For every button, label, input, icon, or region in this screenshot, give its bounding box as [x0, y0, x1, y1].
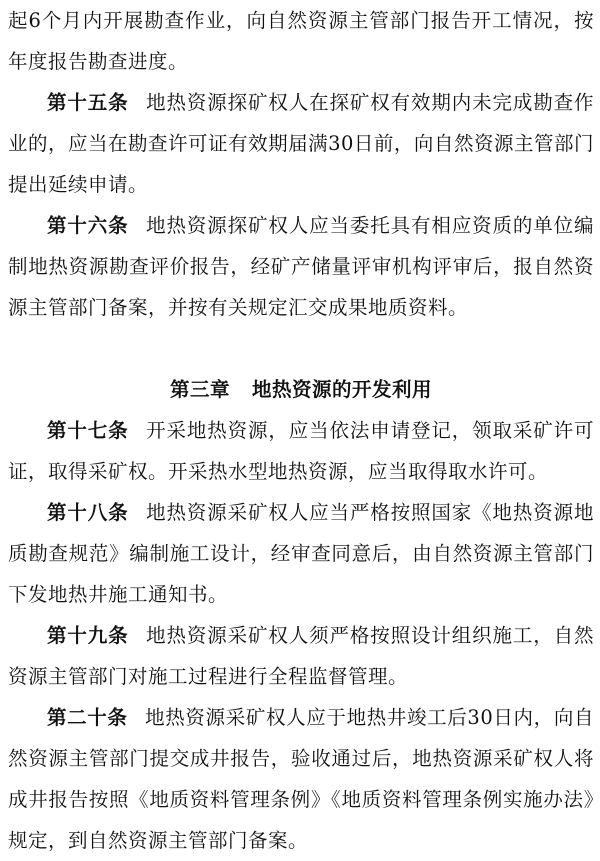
article-17-label: 第十七条 — [47, 419, 129, 442]
article-15-text: 地热资源探矿权人在探矿权有效期内未完成勘查作业的，应当在勘查许可证有效期届满30日前，向自然资源主管部门提出延续申请。 — [8, 91, 594, 196]
article-18 — [8, 492, 594, 615]
document-page — [8, 0, 594, 861]
article-18-text: 地热资源采矿权人应当严格按照国家《地热资源地质勘查规范》编制施工设计，经审查同意后，由自然资源主管部门下发地热井施工通知书。 — [8, 501, 594, 606]
article-20-text: 地热资源采矿权人应于地热井竣工后30日内，向自然资源主管部门提交成井报告，验收通过后，地热资源采矿权人将成井报告按照《地质资料管理条例》《地质资料管理条例实施办法》规定，到自然资源主管部门备案。 — [8, 706, 594, 852]
article-19 — [8, 615, 594, 697]
blank-line — [8, 328, 594, 369]
article-17 — [8, 410, 594, 492]
article-17-text: 开采地热资源，应当依法申请登记，领取采矿许可证，取得采矿权。开采热水型地热资源，应当取得取水许可。 — [8, 419, 594, 483]
article-16-label: 第十六条 — [47, 214, 129, 237]
article-16-text: 地热资源探矿权人应当委托具有相应资质的单位编制地热资源勘查评价报告，经矿产储量评审机构评审后，报自然资源主管部门备案，并按有关规定汇交成果地质资料。 — [8, 214, 594, 319]
article-15 — [8, 82, 594, 205]
chapter-number: 第三章 — [170, 378, 231, 401]
article-19-label: 第十九条 — [47, 624, 129, 647]
intro-paragraph: 起6个月内开展勘查作业，向自然资源主管部门报告开工情况，按年度报告勘查进度。 — [8, 9, 594, 73]
article-20 — [8, 697, 594, 861]
article-15-label: 第十五条 — [47, 91, 129, 114]
article-18-label: 第十八条 — [47, 501, 129, 524]
article-20-label: 第二十条 — [47, 706, 128, 729]
chapter-heading — [8, 369, 594, 410]
article-16 — [8, 205, 594, 328]
chapter-title: 地热资源的开发利用 — [251, 378, 432, 401]
article-19-text: 地热资源采矿权人须严格按照设计组织施工，自然资源主管部门对施工过程进行全程监督管理。 — [8, 624, 594, 688]
